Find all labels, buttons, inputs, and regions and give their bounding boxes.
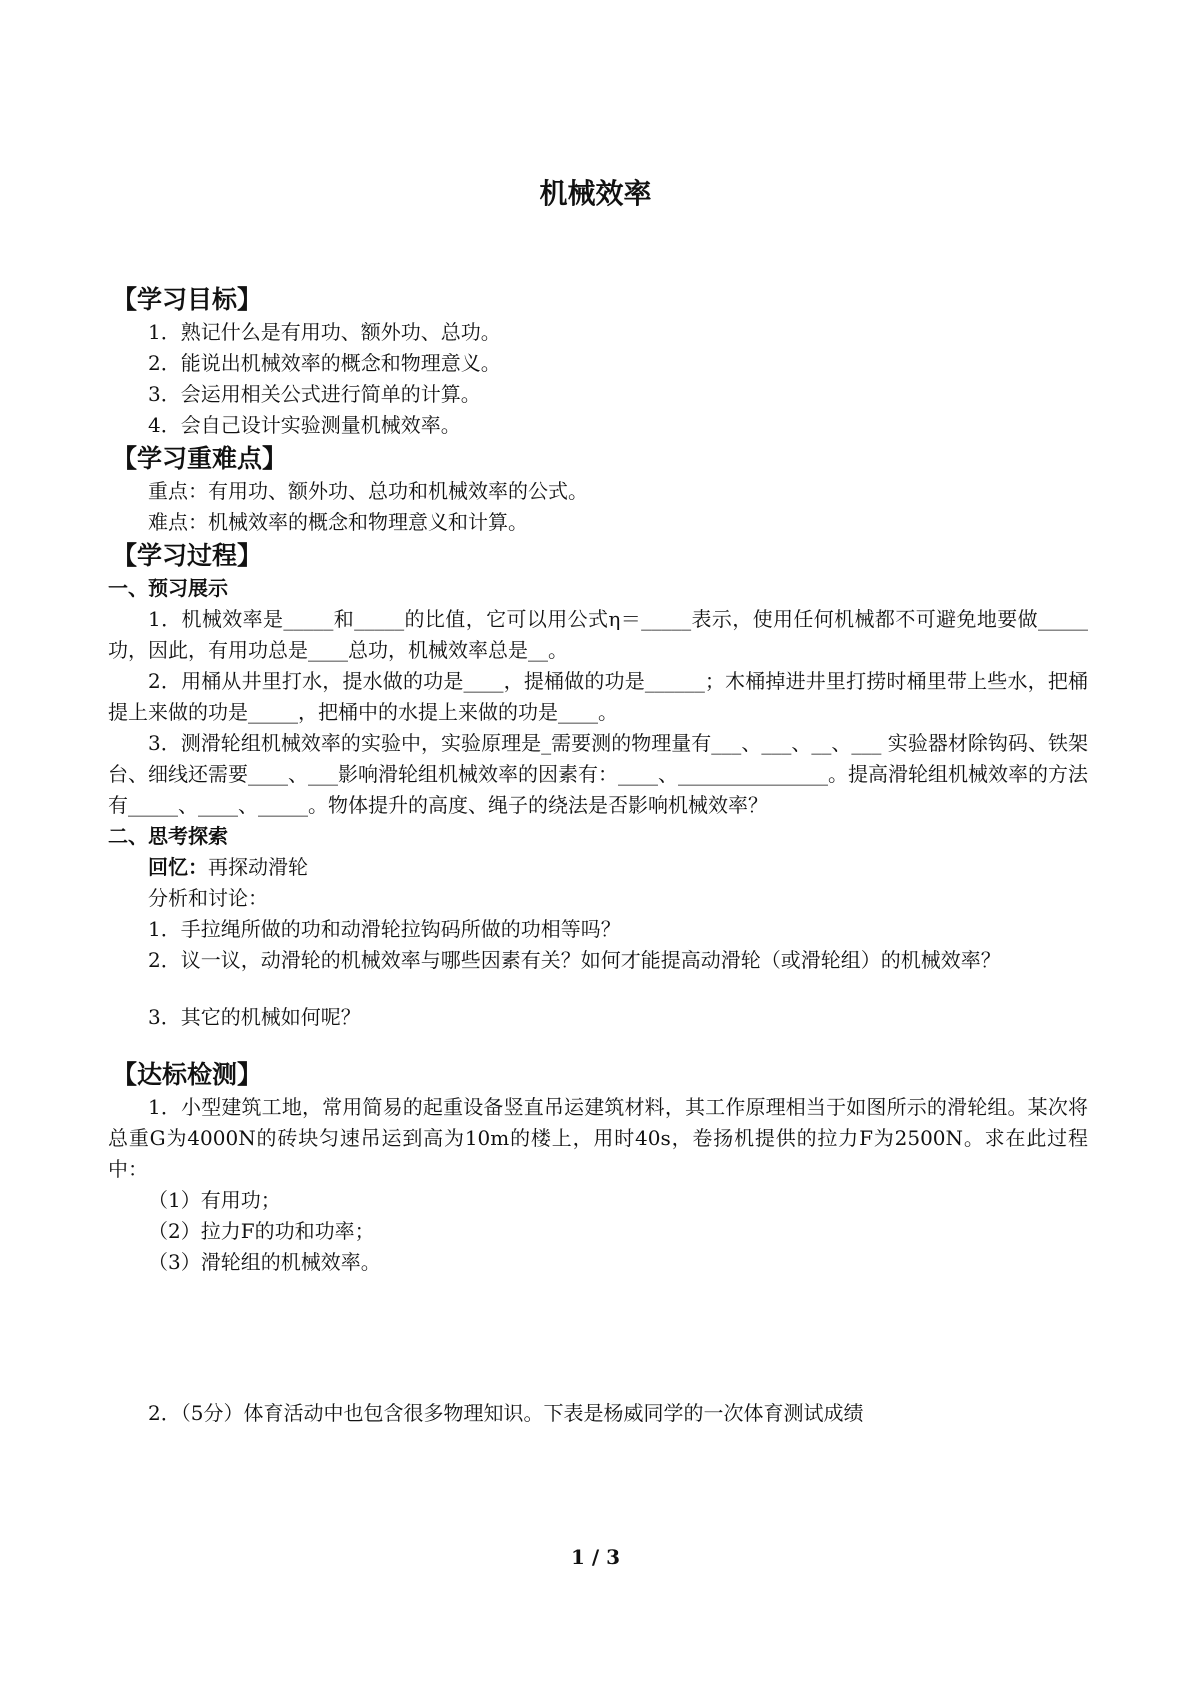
- key-point-item: 重点：有用功、额外功、总功和机械效率的公式。: [148, 479, 588, 503]
- test-heading: 【达标检测】: [112, 1060, 263, 1089]
- spacer: [108, 1278, 1088, 1398]
- preview-question-3: 3．测滑轮组机械效率的实验中，实验原理是_需要测的物理量有___、___、__、___ 实验器材除钩码、铁架台、细线还需要____、___影响滑轮组机械效率的因素有：____、_______________。提高滑轮组机械效率的方法有_____、____、_____。物体提升的高度、绳子的绕法是否影响机械效率？: [108, 731, 1088, 817]
- explore-question-3: 3．其它的机械如何呢？: [148, 1005, 361, 1029]
- spacer: [108, 976, 1088, 1002]
- recall-text: 再探动滑轮: [208, 855, 308, 879]
- test-question-1: 1．小型建筑工地，常用简易的起重设备竖直吊运建筑材料，其工作原理相当于如图所示的滑轮组。某次将总重G为4000N的砖块匀速吊运到高为10m的楼上，用时40s，卷扬机提供的拉力F为2500N。求在此过程中：: [108, 1095, 1088, 1181]
- goal-item: 2．能说出机械效率的概念和物理意义。: [148, 351, 501, 375]
- test-question-1-part: （2）拉力F的功和功率；: [148, 1219, 375, 1243]
- explore-question-2: 2．议一议，动滑轮的机械效率与哪些因素有关？如何才能提高动滑轮（或滑轮组）的机械效率？: [148, 948, 1001, 972]
- preview-heading: 一、预习展示: [108, 576, 228, 600]
- goal-item: 3．会运用相关公式进行简单的计算。: [148, 382, 481, 406]
- goals-heading: 【学习目标】: [112, 285, 263, 314]
- test-question-1-part: （1）有用功；: [148, 1188, 281, 1212]
- preview-question-2: 2．用桶从井里打水，提水做的功是____，提桶做的功是______；木桶掉进井里打捞时桶里带上些水，把桶提上来做的功是_____，把桶中的水提上来做的功是____。: [108, 669, 1088, 724]
- key-point-item: 难点：机械效率的概念和物理意义和计算。: [148, 510, 528, 534]
- recall-line: [108, 852, 1088, 883]
- goal-item: 4．会自己设计实验测量机械效率。: [148, 413, 461, 437]
- preview-question-1: 1．机械效率是_____和_____的比值，它可以用公式η＝_____表示，使用任何机械都不可避免地要做_____功，因此，有用功总是____总功，机械效率总是__。: [108, 607, 1088, 662]
- spacer: [108, 1033, 1088, 1057]
- recall-label: 回忆：: [148, 855, 208, 879]
- page-title: 机械效率: [539, 177, 652, 210]
- page-number: 1 / 3: [570, 1545, 621, 1569]
- discuss-label: 分析和讨论：: [148, 886, 268, 910]
- test-question-1-part: （3）滑轮组的机械效率。: [148, 1250, 381, 1274]
- key-points-heading: 【学习重难点】: [112, 444, 288, 473]
- explore-heading: 二、思考探索: [108, 824, 228, 848]
- goal-item: 1．熟记什么是有用功、额外功、总功。: [148, 320, 501, 344]
- document-body: [108, 282, 1088, 1429]
- explore-question-1: 1．手拉绳所做的功和动滑轮拉钩码所做的功相等吗？: [148, 917, 621, 941]
- process-heading: 【学习过程】: [112, 541, 263, 570]
- test-question-2: 2．（5分）体育活动中也包含很多物理知识。下表是杨威同学的一次体育测试成绩: [148, 1401, 864, 1425]
